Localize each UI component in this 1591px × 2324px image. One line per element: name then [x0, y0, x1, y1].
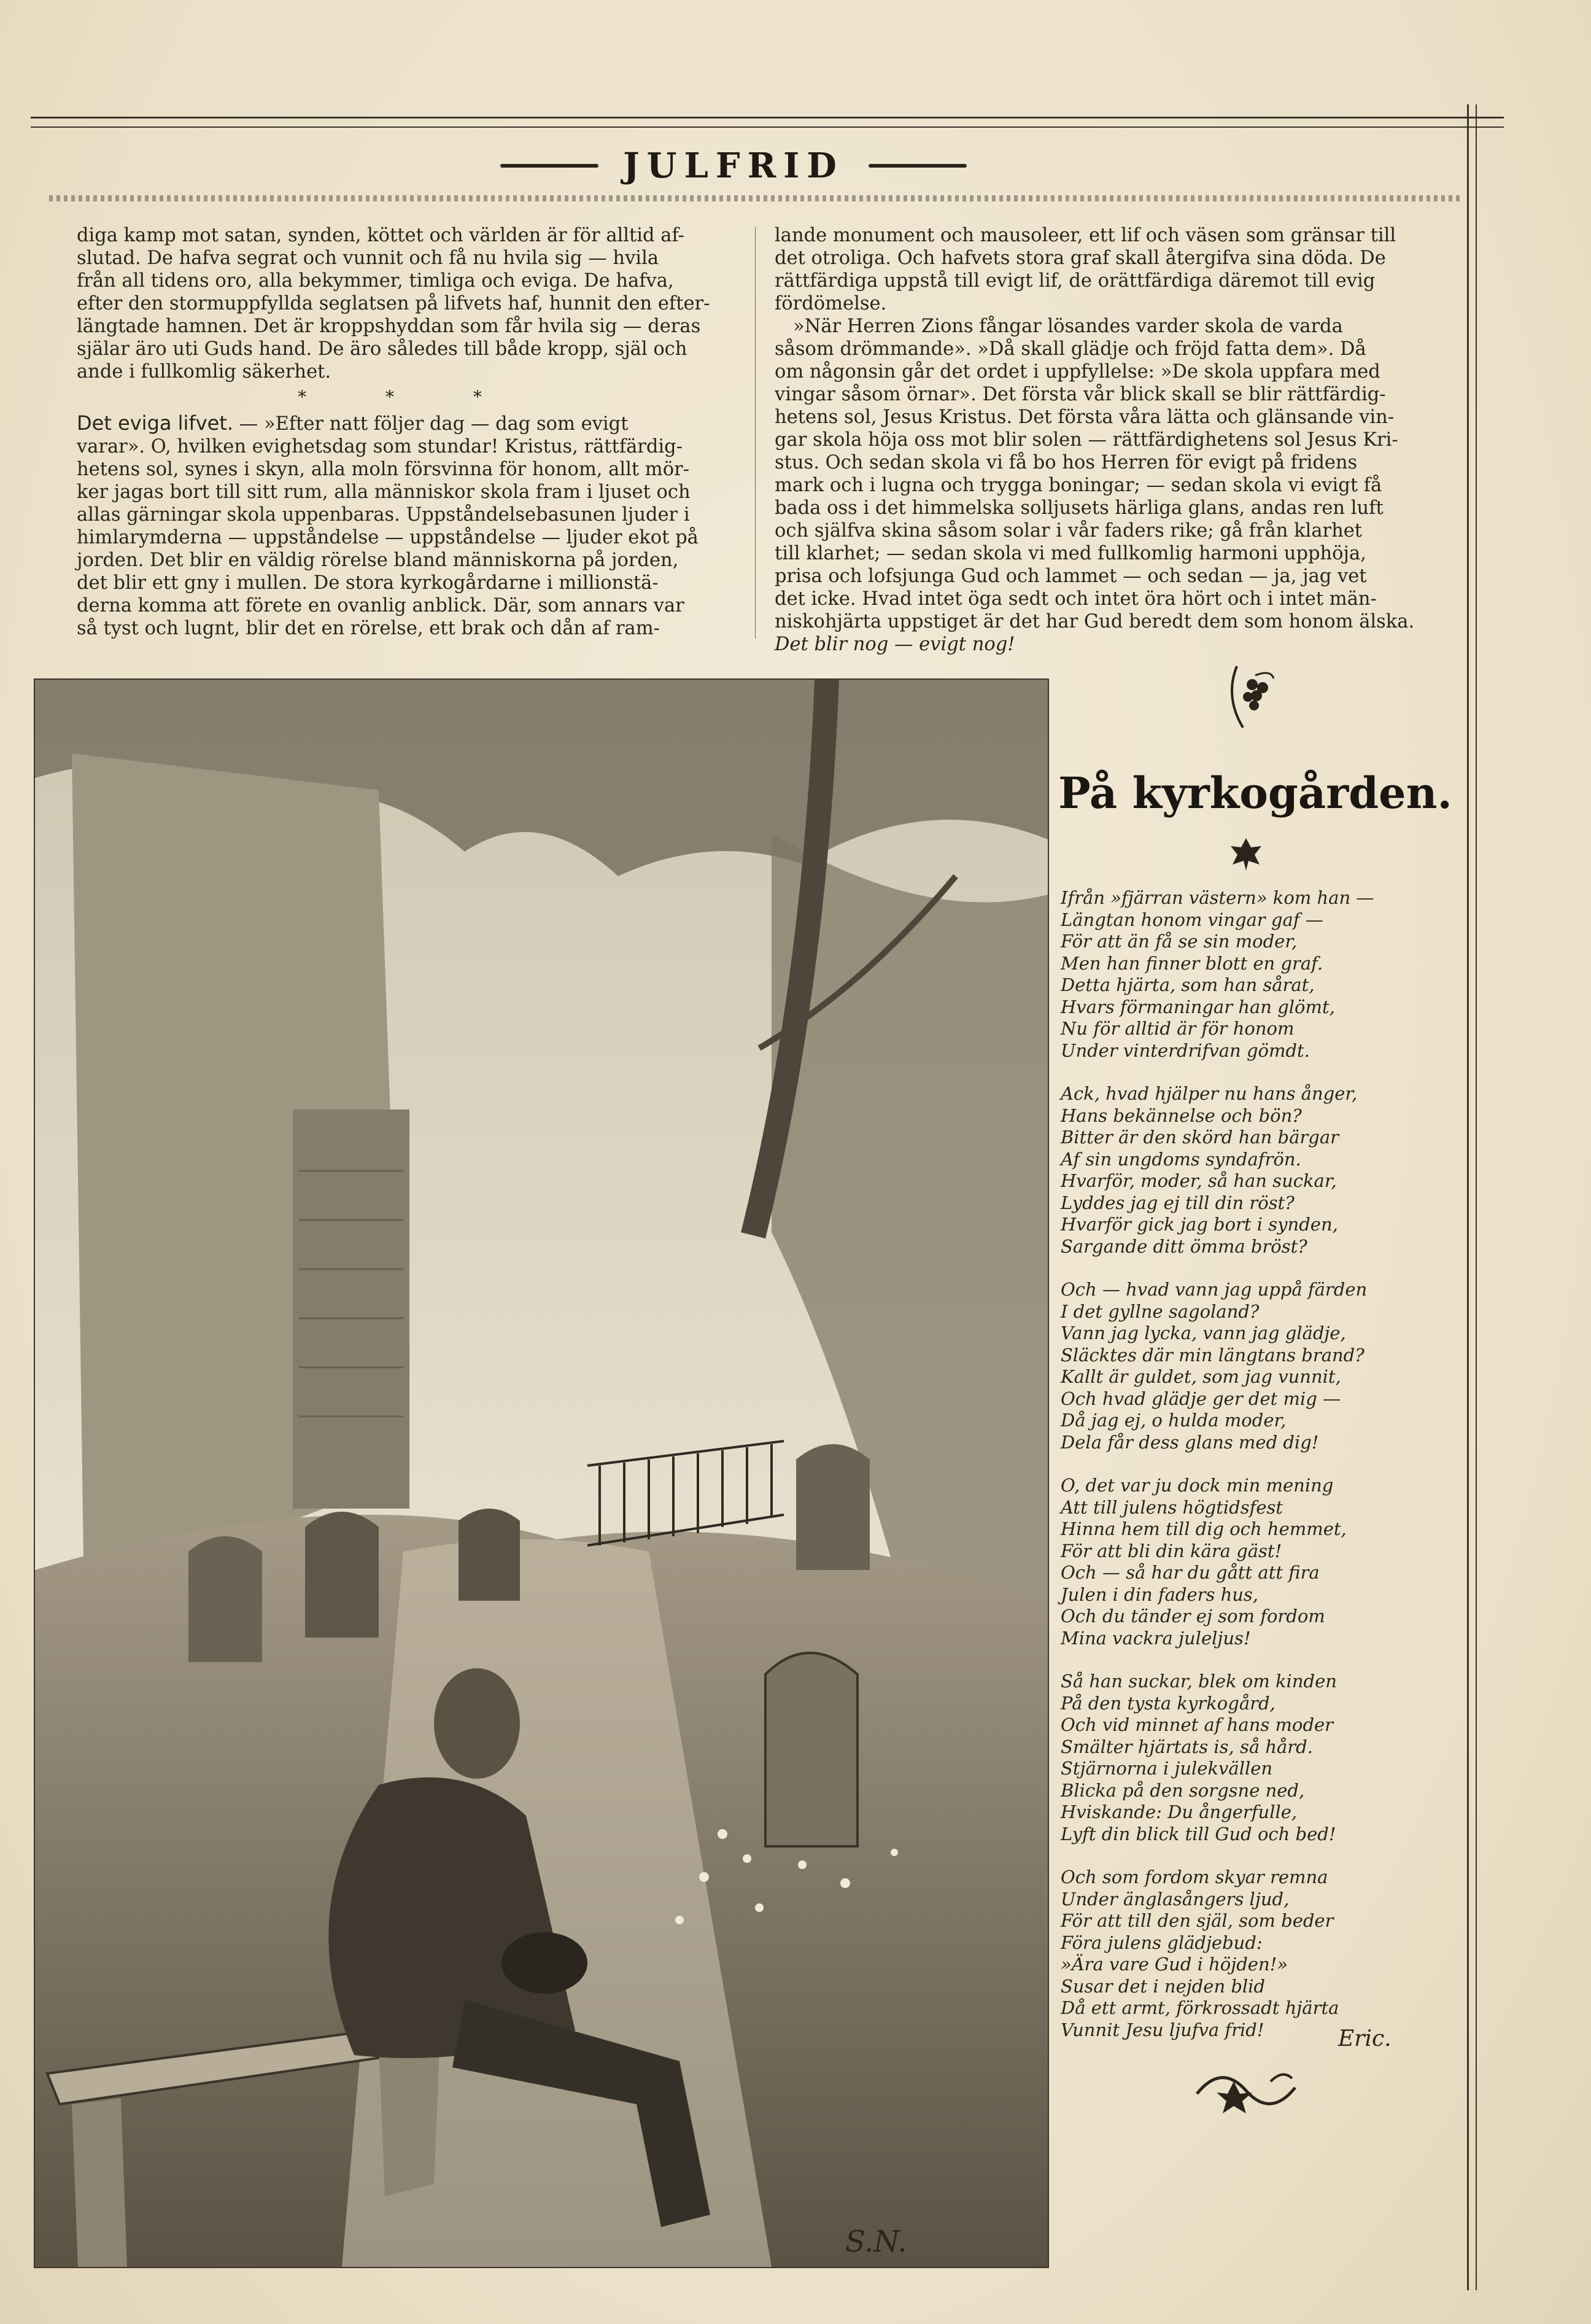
- text-line: fördömelse.: [775, 293, 887, 314]
- text-line: det blir ett gny i mullen. De stora kyrkogårdarne i millionstä-: [77, 572, 659, 594]
- poem-author: Eric.: [1338, 2026, 1392, 2051]
- verse-line: Stjärnorna i julekvällen: [1061, 1758, 1273, 1779]
- verse-line: Och vid minnet af hans moder: [1061, 1714, 1334, 1735]
- grapes-ornament-icon: [1218, 660, 1280, 734]
- frame-rule-right-inner: [1476, 104, 1477, 2290]
- verse-line: Hvarför, moder, så han suckar,: [1061, 1170, 1337, 1191]
- verse-line: För att till den själ, som beder: [1061, 1910, 1334, 1931]
- frame-rule-right: [1467, 104, 1469, 2290]
- frame-rule-top: [31, 117, 1504, 119]
- text-line: gar skola höja oss mot blir solen — rättfärdighetens sol Jesus Kri-: [775, 429, 1398, 451]
- verse-line: Susar det i nejden blid: [1061, 1975, 1266, 1997]
- text-line: så tyst och lugnt, blir det en rörelse, ett brak och dån af ram-: [77, 618, 660, 639]
- left-column: [77, 224, 740, 640]
- verse-line: Lyddes jag ej till din röst?: [1061, 1192, 1295, 1213]
- text-line: varar». O, hvilken evighetsdag som stundar! Kristus, rättfärdig-: [77, 436, 683, 457]
- poem-stanza: [1061, 1475, 1454, 1649]
- text-line: niskohjärta uppstiget är det har Gud beredt dem som honom älska.: [775, 611, 1415, 632]
- text-line: lande monument och mausoleer, ett lif och väsen som gränsar till: [775, 225, 1396, 246]
- verse-line: Dela får dess glans med dig!: [1061, 1431, 1319, 1453]
- bench-leg: [72, 2098, 127, 2267]
- frame-rule-top-inner: [31, 126, 1504, 128]
- poem-stanza: [1061, 887, 1454, 1062]
- text-line: och själfva skina såsom solar i vår faders rike; gå från klarhet: [775, 520, 1363, 542]
- illustration-svg: [35, 680, 1048, 2267]
- text-line: derna komma att förete en ovanlig anblick. Där, som annars var: [77, 595, 684, 616]
- poem-stanza: [1061, 1083, 1454, 1257]
- poem-stanza: [1061, 1867, 1454, 2041]
- masthead-title: JULFRID: [623, 146, 844, 186]
- text-line: från all tidens oro, alla bekymmer, timliga och eviga. De hafva,: [77, 270, 674, 292]
- subheading: Det eviga lifvet.: [77, 411, 234, 435]
- verse-line: Hans bekännelse och bön?: [1061, 1105, 1302, 1126]
- text-line: hetens sol, synes i skyn, alla moln försvinna för honom, allt mör-: [77, 459, 689, 480]
- verse-line: Och hvad glädje ger det mig —: [1061, 1388, 1341, 1409]
- text-line: himlarymderna — uppståndelse — uppståndelse — ljuder ekot på: [77, 527, 699, 548]
- verse-line: Ack, hvad hjälper nu hans ånger,: [1061, 1083, 1358, 1104]
- verse-line: Släcktes där min längtans brand?: [1061, 1344, 1365, 1366]
- text-line: det otroliga. Och hafvets stora graf skall återgifva sina döda. De: [775, 247, 1386, 269]
- verse-line: Af sin ungdoms syndafrön.: [1061, 1148, 1301, 1170]
- text-line: hetens sol, Jesus Kristus. Det första våra lätta och glänsande vin-: [775, 406, 1395, 428]
- verse-line: Men han finner blott en graf.: [1061, 952, 1323, 974]
- leaf-ornament-icon: [1228, 835, 1264, 872]
- verse-line: Och du tänder ej som fordom: [1061, 1606, 1325, 1626]
- verse-line: Mina vackra juleljus!: [1061, 1627, 1251, 1649]
- verse-line: Under änglasångers ljud,: [1061, 1888, 1290, 1910]
- verse-line: Och — så har du gått att fira: [1061, 1562, 1320, 1583]
- floral-tailpiece-icon: [1185, 2057, 1307, 2124]
- artist-signature: S.N.: [845, 2225, 907, 2259]
- verse-line: Ifrån »fjärran västern» kom han —: [1061, 887, 1374, 908]
- poem-body: [1061, 887, 1454, 2062]
- text-line: »När Herren Zions fångar lösandes varder skola de varda: [793, 316, 1343, 337]
- text-line: till klarhet; — sedan skola vi med fullkomlig harmoni upphöja,: [775, 543, 1366, 564]
- verse-line: Bitter är den skörd han bärgar: [1061, 1127, 1339, 1148]
- text-line: jorden. Det blir en väldig rörelse bland människorna på jorden,: [77, 550, 679, 571]
- text-line: såsom drömmande». »Då skall glädje och fröjd fatta dem». Då: [775, 338, 1366, 360]
- verse-line: O, det var ju dock min mening: [1061, 1475, 1334, 1496]
- verse-line: För att än få se sin moder,: [1061, 931, 1298, 952]
- verse-line: Sargande ditt ömma bröst?: [1061, 1235, 1307, 1257]
- verse-line: Hvarför gick jag bort i synden,: [1061, 1214, 1338, 1235]
- verse-line: Och — hvad vann jag uppå färden: [1061, 1279, 1368, 1300]
- poem-title: På kyrkogården.: [1058, 768, 1452, 818]
- verse-line: Föra julens glädjebud:: [1061, 1932, 1263, 1953]
- text-line: om någonsin går det ordet i uppfyllelse: »De skola uppfara med: [775, 361, 1380, 383]
- gravestone: [796, 1444, 870, 1570]
- verse-line: Och som fordom skyar remna: [1061, 1867, 1328, 1887]
- text-line: själar äro uti Guds hand. De äro således till både kropp, själ och: [77, 338, 687, 360]
- text-line: det icke. Hvad intet öga sedt och intet öra hört och i intet män-: [775, 588, 1377, 610]
- column-divider: [755, 227, 756, 639]
- text-line: rättfärdiga uppstå till evigt lif, de orättfärdiga däremot till evig: [775, 270, 1376, 292]
- text-line: efter den stormuppfyllda seglatsen på lifvets haf, hunnit den efter-: [77, 293, 710, 314]
- verse-line: Hviskande: Du ångerfulle,: [1061, 1801, 1298, 1822]
- left-paragraph-2: [77, 412, 740, 640]
- gravestone: [459, 1509, 520, 1601]
- verse-line: Julen i din faders hus,: [1061, 1584, 1259, 1605]
- closing-line: [775, 633, 1438, 656]
- masthead-bar-right: [869, 164, 967, 168]
- text-line: bada oss i det himmelska solljusets härliga glans, andas ren luft: [775, 497, 1384, 519]
- tower-buttress: [293, 1110, 409, 1509]
- verse-line: Under vinterdrifvan gömdt.: [1061, 1040, 1310, 1061]
- verse-line: Nu för alltid är för honom: [1061, 1018, 1295, 1039]
- text-line: allas gärningar skola uppenbaras. Uppståndelsebasunen ljuder i: [77, 504, 690, 526]
- hat: [501, 1932, 587, 1994]
- text-line: ande i fullkomlig säkerhet.: [77, 361, 331, 383]
- man-head: [434, 1668, 520, 1779]
- verse-line: På den tysta kyrkogård,: [1061, 1692, 1276, 1714]
- text-line: ker jagas bort till sitt rum, alla människor skola fram i ljuset och: [77, 481, 691, 503]
- verse-line: Då jag ej, o hulda moder,: [1061, 1410, 1287, 1431]
- right-column: [775, 224, 1438, 656]
- verse-line: Att till julens högtidsfest: [1061, 1496, 1283, 1518]
- text-line: mark och i lugna och trygga boningar; — sedan skola vi evigt få: [775, 475, 1382, 496]
- text-line: vingar såsom örnar». Det första vår blick skall se blir rättfärdig-: [775, 384, 1386, 405]
- section-separator: * * *: [298, 387, 519, 407]
- text-span: — »Efter natt följer dag — dag som evigt: [239, 413, 629, 435]
- text-line: stus. Och sedan skola vi få bo hos Herren för evigt på fridens: [775, 452, 1358, 473]
- verse-line: Kallt är guldet, som jag vunnit,: [1061, 1366, 1341, 1387]
- text-line: [77, 412, 740, 435]
- verse-line: »Ära vare Gud i höjden!»: [1061, 1954, 1288, 1975]
- masthead: [0, 141, 1467, 190]
- text-line: längtade hamnen. Det är kroppshyddan som får hvila sig — deras: [77, 316, 701, 337]
- verse-line: Vann jag lycka, vann jag glädje,: [1061, 1323, 1346, 1343]
- verse-line: För att bli din kära gäst!: [1061, 1540, 1282, 1561]
- verse-line: Längtan honom vingar gaf —: [1061, 909, 1323, 930]
- mothers-gravestone: [765, 1653, 857, 1846]
- gravestone: [305, 1512, 379, 1638]
- poem-stanza: [1061, 1279, 1454, 1453]
- verse-line: Så han suckar, blek om kinden: [1061, 1671, 1337, 1692]
- verse-line: Hvars förmaningar han glömt,: [1061, 996, 1335, 1017]
- verse-line: Lyft din blick till Gud och bed!: [1061, 1823, 1336, 1844]
- verse-line: Blicka på den sorgsne ned,: [1061, 1779, 1305, 1801]
- left-paragraph-1: [77, 224, 740, 383]
- poem-stanza: [1061, 1671, 1454, 1845]
- wavy-divider: [49, 195, 1461, 201]
- text-line: slutad. De hafva segrat och vunnit och få nu hvila sig — hvila: [77, 247, 659, 269]
- verse-line: I det gyllne sagoland?: [1061, 1300, 1260, 1322]
- gravestone: [188, 1536, 262, 1662]
- text-line: diga kamp mot satan, synden, köttet och världen är för alltid af-: [77, 225, 684, 246]
- verse-line: Hinna hem till dig och hemmet,: [1061, 1518, 1347, 1539]
- verse-line: Smälter hjärtats is, så hård.: [1061, 1736, 1313, 1757]
- text-line: prisa och lofsjunga Gud och lammet — och sedan — ja, jag vet: [775, 565, 1367, 587]
- masthead-bar-left: [500, 164, 598, 168]
- verse-line: Detta hjärta, som han sårat,: [1061, 974, 1315, 995]
- verse-line: Då ett armt, förkrossadt hjärta: [1061, 1997, 1339, 2018]
- verse-line: Vunnit Jesu ljufva frid!: [1061, 2019, 1264, 2040]
- closing-text: Det blir nog — evigt nog!: [775, 634, 1015, 655]
- graveyard-illustration: [34, 678, 1049, 2268]
